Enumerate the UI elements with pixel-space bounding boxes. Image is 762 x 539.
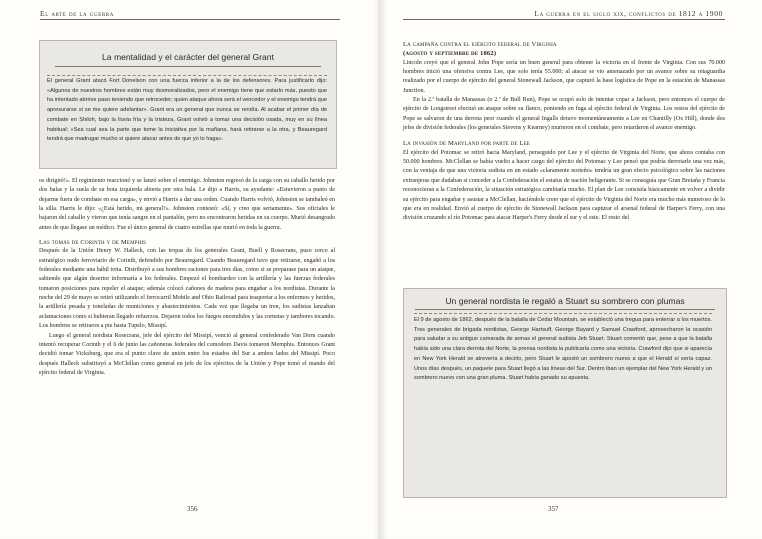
page-number-right: 357	[548, 505, 559, 513]
sidebar-box-body: El general Grant atacó Fort Donelson con una fuerza inferior a la de los defensores. Para justificarlo dijo: «Algunos de nuestros hombres están muy desmoralizados, pero el enemigo tiene que estarlo más, puesto que ha intentado abrirse paso teniendo que retroceder; quien ataque ahora será el vencedor y el enemigo tendrá que apresurarse si se me quiere adelantar». Grant era un general que nunca se rendía. Al acabar el primer día de combate en Shiloh, bajo la lluvia fría y la tristeza, Grant volvió a tomar una decisión osada, muy en su línea habitual: «Sea cual sea la parte que tome la iniciativa por la mañana, hará retirarse a la otra, y Beauregard tendrá que madrugar mucho si quiere atacar antes de que yo lo haga».	[47, 75, 327, 145]
right-body-text	[403, 40, 725, 224]
left-page	[0, 0, 380, 539]
section-heading: Las tomas de Corinth y de Memphis	[39, 239, 147, 247]
paragraph: Luego el general nordista Rosecrans, jefe del ejército del Missipí, venció al general confederado Van Dorn cuando intentó recuperar Corinth y el 6 de junio las cañoneras federales del comodoro Davis tomaron Memphis. Entonces Grant decidió tomar Vicksburg, que era el punto clave de unión entre los estados del Sur a ambos lados del Missipí. Poco después Halleck substituyó a McClellan como general en jefe de los ejércitos de la Unión y Pope tomó el mando del ejército federal de Virginia.	[39, 332, 335, 376]
section-dates: (agosto y septiembre de 1862)	[403, 50, 497, 58]
section-subheading	[403, 49, 725, 58]
running-head-right: La guerra en el siglo xix, conflictos de 1812 a 1900	[534, 8, 723, 18]
paragraph: Después de la Unión Henry W. Halleck, con las tropas de los generales Grant, Buell y Rosecrans, puso cerco al estratégico nudo ferroviario de Corinth, defendido por Beauregard. Cuando Beauregard tuvo que retirarse, engañó a los federales mediante una hábil treta. Distribuyó a sus hombres raciones para tres días, como si se preparase para un ataque, sabiendo que algún desertor informaría a los federales. Empezó el bombardeo con la artillería y las fuerzas federales tomaron posiciones para repeler el ataque; además colocó cañones de madera para engañar a los nordistas. Durante la noche del 29 de mayo se retiró utilizando el ferrocarril Mobile and Ohio Railroad para trasportar a los enfermos y heridos, la artillería pesada y toneladas de municiones y abastecimientos. Cada vez que llegaba un tren, los sudistas lanzaban aclamaciones como si hubieran llegado refuerzos. Dejaron todos los fuegos encendidos y las cornetas y tambores tocando. Los hombres se retiraron a pie hasta Tupelo, Missipí.	[39, 248, 335, 330]
left-body-text	[39, 177, 335, 378]
page-number-left: 356	[187, 505, 198, 513]
header-rule-right	[403, 19, 725, 20]
paragraph: El ejército del Potomac se retiró hacia Maryland, perseguido por Lee y el ejército de Virginia del Norte, que ahora contaba con 50.000 hombres. McClellan se había vuelto a hacer cargo del ejército del Potomac y Lee pensó que podría derrotarle una vez más, con la ventaja de que una victoria sudista en un estado «claramente norteño» tendría un gran efecto psicológico sobre las naciones extranjeras que dudaban si conceder a la Confederación el estatus de nación beligerante. Si se conseguía que Gran Bretaña y Francia reconocieran a la Confederación, la situación estratégica cambiaría mucho. El plan de Lee consistía básicamente en volver a dividir su ejército para engañar y asustar a McClellan, haciéndole creer que el ejército de Virginia del Norte era mucho más numeroso de lo que era en realidad. Envió al cuerpo de ejército de Stonewall Jackson para capturar el arsenal federal de Harper's Ferry, con una división cruzando el río Potomac para atacar Harper's Ferry desde el sur y el este. El resto del	[403, 149, 725, 222]
right-page	[381, 0, 762, 539]
running-head-left: El arte de la guerra	[40, 8, 114, 18]
sidebar-box-title: La mentalidad y el carácter del general Grant	[102, 52, 274, 62]
sidebar-box-grant	[39, 40, 337, 169]
sidebar-box-rule	[415, 309, 715, 310]
section-heading: La campaña contra el ejército federal de Virginia	[403, 41, 557, 48]
paragraph: os dirigiré!». El regimiento reaccionó y se lanzó sobre el enemigo. Johnston regresó de la carga con su caballo herido por dos balas y la suela de su bota izquierda abierta por otra bala. Le dijo a Harris, su ayudante: «Estuvieron a punto de dejarme fuera de combate en esa carga», y envió a Harris a dar una orden. Cuando Harris volvió, Johnston se tambaleó en la silla. Harris le dijo: «¿Está herido, mi general?». Johnston contestó: «Sí, y creo que seriamente». Sus oficiales le bajaron del caballo y vieron que tenía sangre en el pantalón, pero no encontraron heridas en su cuerpo. Murió desangrado antes de que llegase un médico. Fue el único general de cuatro estrellas que murió en toda la guerra.	[39, 178, 335, 231]
sidebar-box-body: El 9 de agosto de 1862, después de la batalla de Cedar Mountain, se estableció una tregua para enterrar a los muertos. Tres generales de brigada nordistas, George Hartsuff, George Bayard y Samuel Crawford, aprovecharon la ocasión para saludar a su antiguo camarada de armas el general sudista Jeb Stuart. Stuart comentó que, pese a que la batalla había sido una clara derrota del Norte, la prensa nordista la publicaría como una victoria. Crawford dijo que si aparecía en New York Herald se atrevería a decirlo, pero Stuart le apostó un sombrero nuevo a que el Herald sí sería capaz. Unos días después, un paquete para Stuart llegó a las líneas del Sur. Dentro iban un ejemplar del New York Herald y un sombrero nuevo con una gran pluma. Stuart había ganado su apuesta.	[414, 313, 712, 384]
sidebar-box-title: Un general nordista le regaló a Stuart su sombrero con plumas	[445, 296, 685, 306]
header-rule-left	[40, 19, 340, 20]
sidebar-box-stuart	[403, 288, 727, 498]
paragraph: En la 2.ª batalla de Manassas (o 2.ª de Bull Run), Pope se ocupó solo de intentar copar a Jackson, pero entonces el cuerpo de ejército de Longstreet efectuó un ataque sobre su flanco, poniendo en fuga al ejército federal de Virginia. Los restos del ejército de Pope se salvaron de una derrota peor cuando el general Ingalls detuvo momentáneamente a Lee en Chantilly (Ox Hill), donde dos jefes de división federales (los generales Stevens y Kearney) murieron en el combate, pero retardaron el avance enemigo.	[403, 97, 725, 132]
section-heading: La invasión de Maryland por parte de Lee	[403, 140, 530, 148]
sidebar-box-rule	[55, 66, 321, 67]
paragraph: Lincoln creyó que el general John Pope sería un buen general para obtener la victoria en el frente de Virginia. Con sus 70.000 hombres inició una ofensiva contra Lee, que solo tenía 55.000; al atacar se vio amenazado por un avance sobre su retaguardia realizado por el cuerpo de ejército del general Stonewall Jackson, que capturó la base logística de Pope en la estación de Manassas Junction.	[403, 59, 725, 94]
